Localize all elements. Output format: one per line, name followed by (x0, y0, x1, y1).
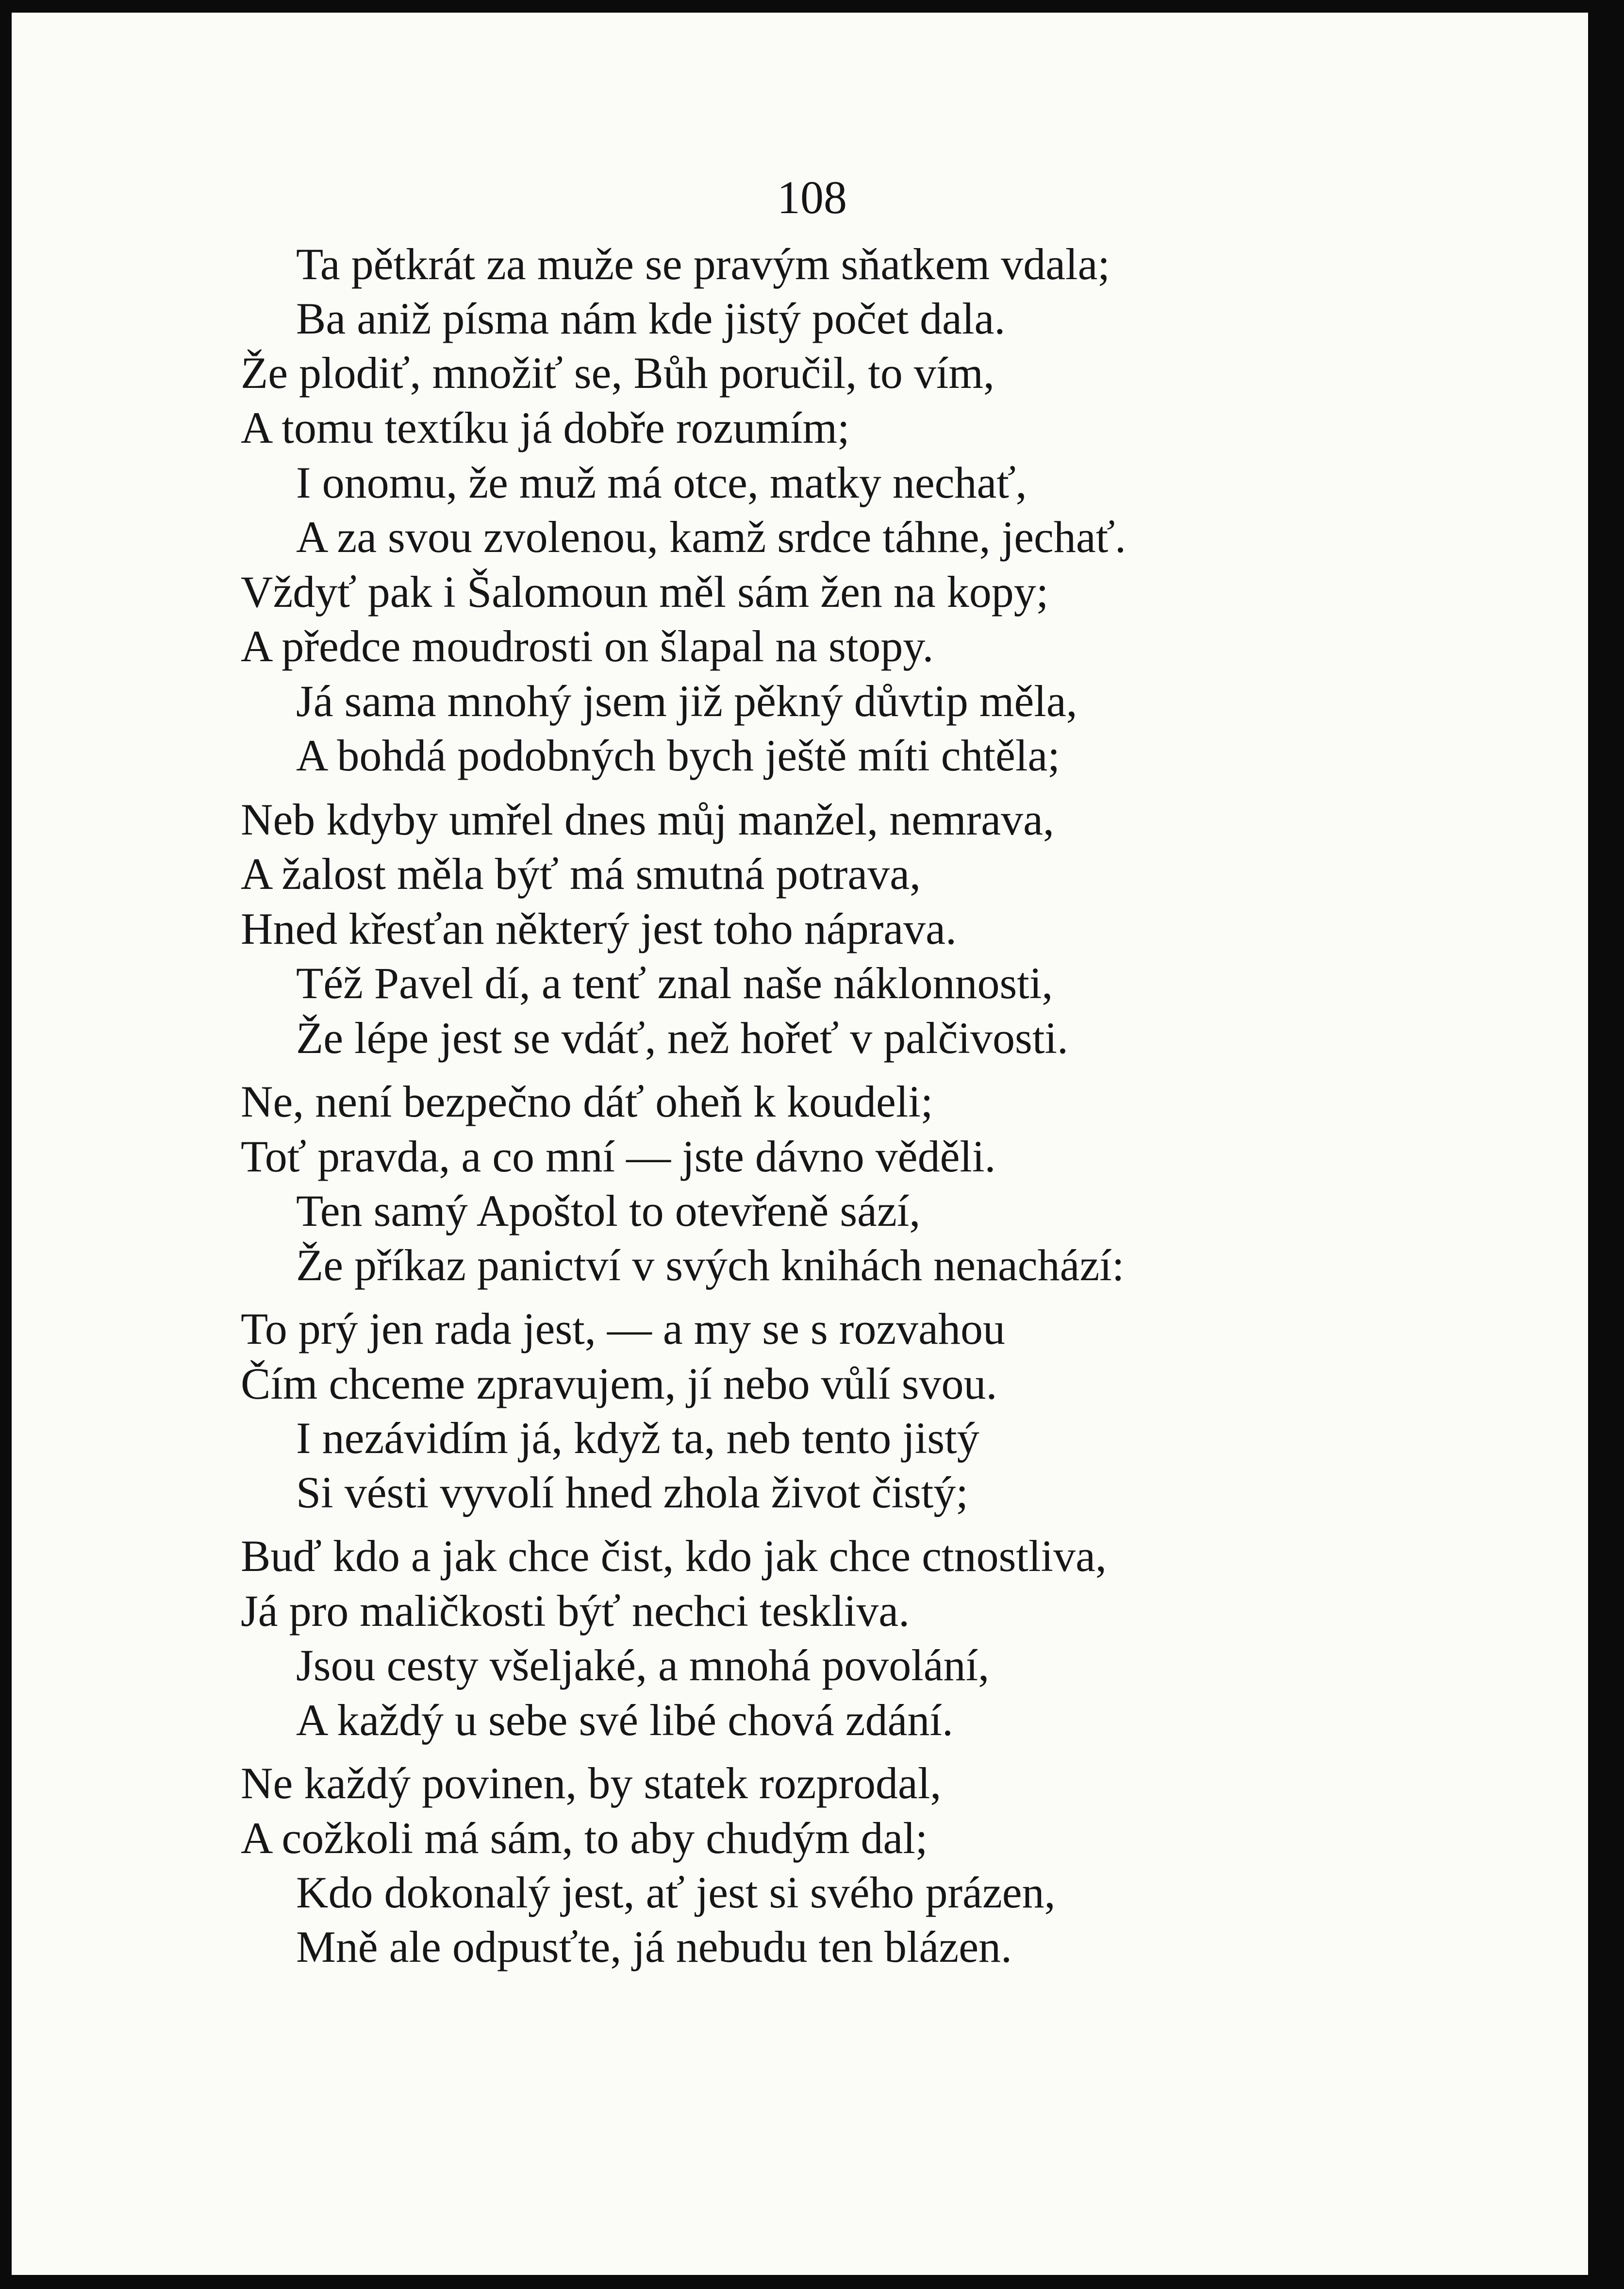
verse-line: Vždyť pak i Šalomoun měl sám žen na kopy; (241, 567, 1049, 617)
verse-line: Že plodiť, množiť se, Bůh poručil, to vím, (241, 348, 994, 398)
verse-line: Hned křesťan některý jest toho náprava. (241, 904, 957, 953)
verse-line: To prý jen rada jest, — a my se s rozvahou (241, 1304, 1006, 1353)
verse-line: Též Pavel dí, a tenť znal naše náklonnosti, (296, 958, 1053, 1008)
verse-line: A bohdá podobných bych ještě míti chtěla; (296, 731, 1060, 780)
verse-line: Mně ale odpusťte, já nebudu ten blázen. (296, 1922, 1012, 1972)
page-number: 108 (777, 171, 847, 223)
verse-line: Kdo dokonalý jest, ať jest si svého prázen, (296, 1868, 1056, 1917)
verse-line: Ten samý Apoštol to otevřeně sází, (296, 1186, 921, 1236)
verse-line: A tomu textíku já dobře rozumím; (241, 403, 850, 452)
book-page (12, 13, 1588, 2275)
verse-line: A cožkoli má sám, to aby chudým dal; (241, 1813, 928, 1863)
verse-line: Čím chceme zpravujem, jí nebo vůlí svou. (241, 1359, 997, 1408)
verse-line: Buď kdo a jak chce čist, kdo jak chce ctnostliva, (241, 1531, 1107, 1581)
verse-line: A předce moudrosti on šlapal na stopy. (241, 621, 934, 671)
verse-line: Jsou cesty všeljaké, a mnohá povolání, (296, 1640, 990, 1690)
verse-line: Já pro maličkosti býť nechci teskliva. (241, 1586, 910, 1636)
verse-line: Neb kdyby umřel dnes můj manžel, nemrava, (241, 795, 1054, 844)
verse-line: A každý u sebe své libé chová zdání. (296, 1695, 953, 1745)
verse-line: A žalost měla býť má smutná potrava, (241, 849, 921, 899)
verse-line: Ta pětkrát za muže se pravým sňatkem vdala; (296, 239, 1110, 289)
verse-line: Že příkaz panictví v svých knihách nenachází: (296, 1240, 1125, 1290)
verse-line: Ba aniž písma nám kde jistý počet dala. (296, 294, 1006, 343)
verse-line: I onomu, že muž má otce, matky nechať, (296, 458, 1027, 507)
verse-line: Ne, není bezpečno dáť oheň k koudeli; (241, 1077, 933, 1126)
verse-line: Já sama mnohý jsem již pěkný důvtip měla, (296, 676, 1077, 726)
verse-line: A za svou zvolenou, kamž srdce táhne, jechať. (296, 512, 1126, 562)
verse-line: Toť pravda, a co mní — jste dávno věděli. (241, 1132, 996, 1181)
verse-line: Si vésti vyvolí hned zhola život čistý; (296, 1468, 968, 1517)
verse-line: Ne každý povinen, by statek rozprodal, (241, 1758, 942, 1808)
verse-line: Že lépe jest se vdáť, než hořeť v palčivosti. (296, 1013, 1068, 1063)
poem-text (12, 13, 1588, 2275)
verse-line: I nezávidím já, když ta, neb tento jistý (296, 1413, 979, 1463)
